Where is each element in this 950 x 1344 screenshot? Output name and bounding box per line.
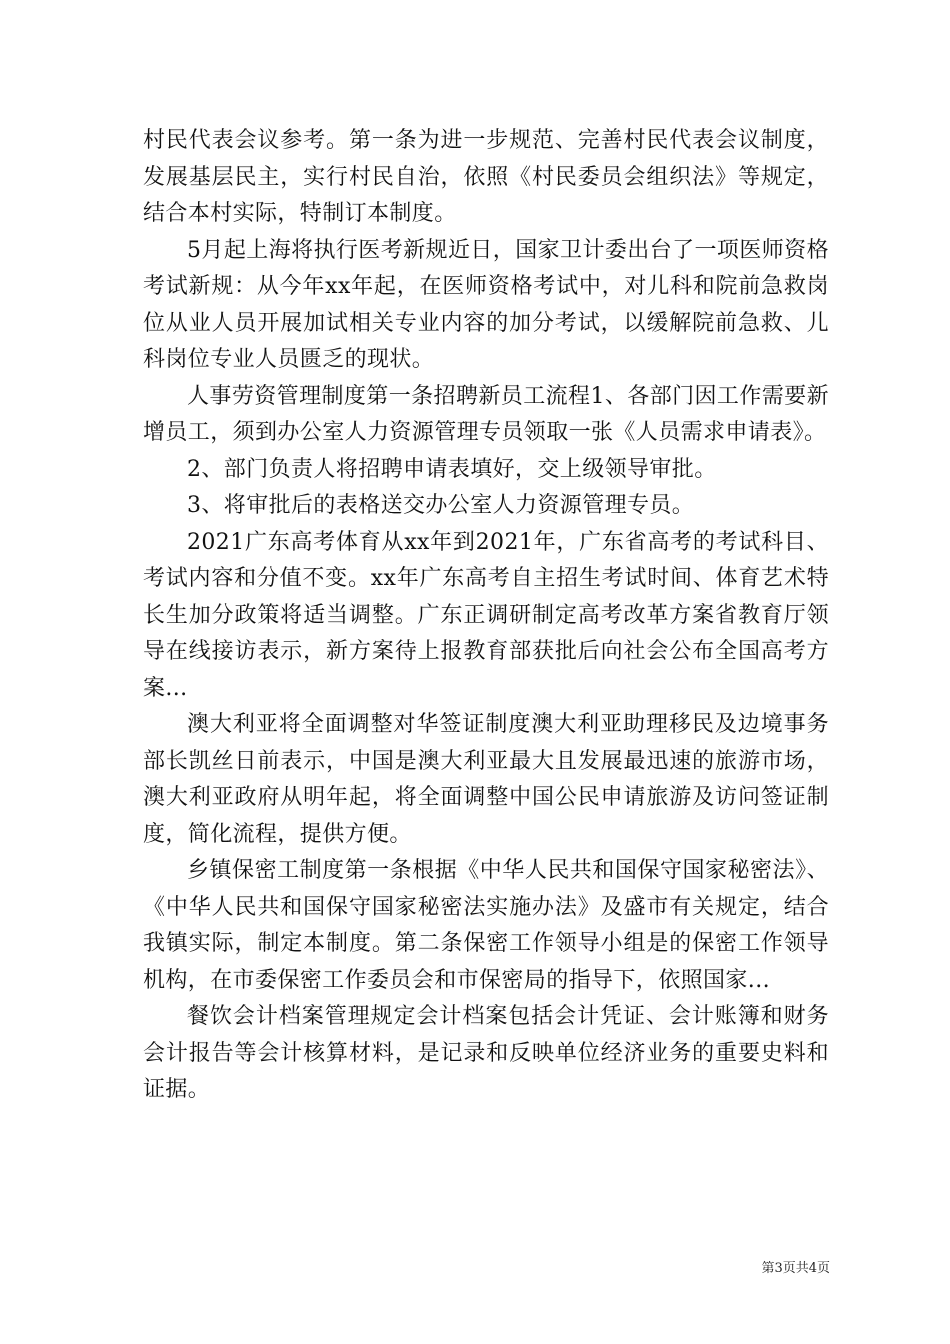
page-number-footer: 第3页共4页 (761, 1261, 830, 1276)
paragraph-personnel-rules: 人事劳资管理制度第一条招聘新员工流程1、各部门因工作需要新增员工，须到办公室人力资源管理专员领取一张《人员需求申请表》。 (143, 383, 829, 445)
document-body (143, 123, 829, 1109)
paragraph-accounting-archives: 餐饮会计档案管理规定会计档案包括会计凭证、会计账簿和财务会计报告等会计核算材料，是记录和反映单位经济业务的重要史料和证据。 (143, 1004, 829, 1102)
paragraph-australia-visa: 澳大利亚将全面调整对华签证制度澳大利亚助理移民及边境事务部长凯丝日前表示，中国是澳大利亚最大且发展最迅速的旅游市场，澳大利亚政府从明年起，将全面调整中国公民申请旅游及访问签证制度，简化流程，提供方便。 (143, 712, 829, 847)
paragraph-step-2: 2、部门负责人将招聘申请表填好，交上级领导审批。 (187, 456, 717, 482)
paragraph-step-3: 3、将审批后的表格送交办公室人力资源管理专员。 (187, 493, 695, 518)
paragraph-guangdong-exam: 2021广东高考体育从xx年到2021年，广东省高考的考试科目、考试内容和分值不变。xx年广东高考自主招生考试时间、体育艺术特长生加分政策将适当调整。广东正调研制定高考改革方案省教育厅领导在线接访表示，新方案待上报教育部获批后向社会公布全国高考方案... (143, 529, 829, 701)
paragraph-secrecy-rules: 乡镇保密工制度第一条根据《中华人民共和国保守国家秘密法》、《中华人民共和国保守国家秘密法实施办法》及盛市有关规定，结合我镇实际，制定本制度。第二条保密工作领导小组是的保密工作领导机构，在市委保密工作委员会和市保密局的指导下，依照国家... (143, 858, 829, 993)
paragraph-village-meeting: 村民代表会议参考。第一条为进一步规范、完善村民代表会议制度，发展基层民主，实行村民自治，依照《村民委员会组织法》等规定，结合本村实际，特制订本制度。 (143, 128, 829, 226)
paragraph-medical-exam: 5月起上海将执行医考新规近日，国家卫计委出台了一项医师资格考试新规：从今年xx年起，在医师资格考试中，对儿科和院前急救岗位从业人员开展加试相关专业内容的加分考试，以缓解院前急救、儿科岗位专业人员匮乏的现状。 (143, 237, 829, 372)
